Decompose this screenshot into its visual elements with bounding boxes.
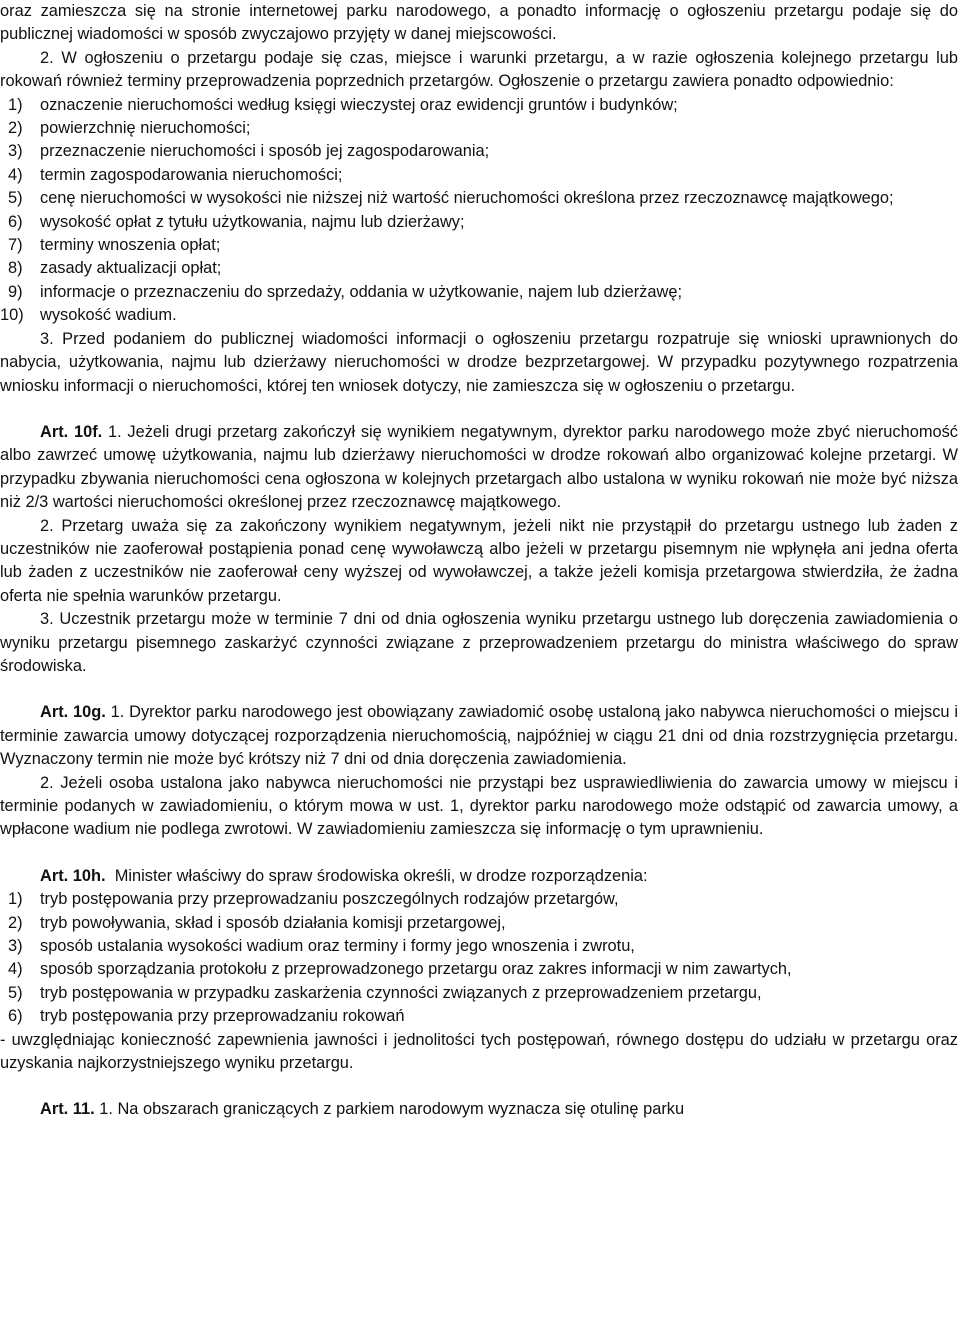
article-10f-para-3: 3. Uczestnik przetargu może w terminie 7 dni od dnia ogłoszenia wyniku przetargu ustnego lub doręczenia zawiadomienia o wyniku przetargu pisemnego zaskarżyć czynności związane z przeprowadzeniem przetargu do ministra właściwego do spraw środowiska. <box>0 610 958 675</box>
list-item: 2) powierzchnię nieruchomości; <box>8 119 251 138</box>
article-label: Art. 10g. <box>40 703 106 722</box>
list-item: 2) tryb powoływania, skład i sposób działania komisji przetargowej, <box>8 913 506 932</box>
article-10h-intro: Art. 10h. Minister właściwy do spraw środowiska określi, w drodze rozporządzenia: <box>40 866 648 885</box>
list-item: 5) cenę nieruchomości w wysokości nie niższej niż wartość nieruchomości określona przez rzeczoznawcę majątkowego; <box>8 189 894 208</box>
announcement-contents-list <box>0 94 958 328</box>
list-item: 7) terminy wnoszenia opłat; <box>8 236 221 255</box>
list-item: 1) tryb postępowania przy przeprowadzaniu poszczególnych rodzajów przetargów, <box>8 890 619 909</box>
list-item: 4) sposób sporządzania protokołu z przeprowadzonego przetargu oraz zakres informacji w nim zawartych, <box>8 960 792 979</box>
list-item: 3) przeznaczenie nieruchomości i sposób jej zagospodarowania; <box>8 142 490 161</box>
list-item: 4) termin zagospodarowania nieruchomości; <box>8 165 343 184</box>
list-item: 9) informacje o przeznaczeniu do sprzedaży, oddania w użytkowanie, najem lub dzierżawę; <box>8 282 683 301</box>
article-label: Art. 11. <box>40 1100 95 1119</box>
article-label: Art. 10f. <box>40 422 103 441</box>
list-item: 1) oznaczenie nieruchomości według księgi wieczystej oraz ewidencji gruntów i budynków; <box>8 95 678 114</box>
article-10g-para-2: 2. Jeżeli osoba ustalona jako nabywca nieruchomości nie przystąpi bez usprawiedliwienia do zawarcia umowy w miejscu i terminie podanych w zawiadomieniu, o którym mowa w ust. 1, dyrektor parku narodowego może odstąpić od zawarcia umowy, a wpłacone wadium nie podlega zwrotowi. W zawiadomieniu zamieszcza się informację o tym uprawnieniu. <box>0 773 958 839</box>
paragraph-2: 2. W ogłoszeniu o przetargu podaje się czas, miejsce i warunki przetargu, a w razie ogłoszenia kolejnego przetargu lub rokowań również terminy przeprowadzenia poprzednich przetargów. Ogłoszenie o przetargu zawiera ponadto odpowiednio: <box>0 48 958 91</box>
regulation-scope-list <box>0 888 958 1028</box>
article-10f-para-2: 2. Przetarg uważa się za zakończony wynikiem negatywnym, jeżeli nikt nie przystąpił do przetargu ustnego lub żaden z uczestników nie zaoferował postąpienia ponad cenę wywoławczą albo jeżeli w przetargu pisemnym nie wpłynęła ani jedna oferta lub żaden z uczestników nie zaoferował ceny wyższej od wywoławczej, a także jeżeli komisja przetargowa stwierdziła, że żadna oferta nie spełnia warunków przetargu. <box>0 516 958 605</box>
article-10h-closing: - uwzględniając konieczność zapewnienia jawności i jednolitości tych postępowań, równego dostępu do udziału w przetargu oraz uzyskania najkorzystniejszego wyniku przetargu. <box>0 1030 958 1073</box>
list-item: 10) wysokość wadium. <box>0 306 177 325</box>
article-10f-para-1: Art. 10f. 1. Jeżeli drugi przetarg zakończył się wynikiem negatywnym, dyrektor parku narodowego może zbyć nieruchomość albo zawrzeć umowę użytkowania, najmu lub dzierżawy nieruchomości w drodze rokowań albo organizować kolejne przetargi. W przypadku zbywania nieruchomości cena ogłoszona w kolejnych przetargach albo ustalona w wyniku rokowań nie może być niższa niż 2/3 wartości nieruchomości określonej przez rzeczoznawcę majątkowego. <box>0 422 959 512</box>
list-item: 3) sposób ustalania wysokości wadium oraz terminy i formy jego wnoszenia i zwrotu, <box>8 937 635 956</box>
article-11-para-1: Art. 11. 1. Na obszarach graniczących z parkiem narodowym wyznacza się otulinę parku <box>40 1100 685 1119</box>
article-label: Art. 10h. <box>40 866 106 885</box>
article-10g-para-1: Art. 10g. 1. Dyrektor parku narodowego jest obowiązany zawiadomić osobę ustaloną jako nabywca nieruchomości o miejscu i terminie zawarcia umowy dotyczącej rozporządzenia nieruchomością, najpóźniej w ciągu 21 dni od dnia rozstrzygnięcia przetargu. Wyznaczony termin nie może być krótszy niż 7 dni od dnia doręczenia zawiadomienia. <box>0 703 958 769</box>
paragraph-3: 3. Przed podaniem do publicznej wiadomości informacji o ogłoszeniu przetargu rozpatruje się wnioski uprawnionych do nabycia, użytkowania, najmu lub dzierżawy nieruchomości w drodze bezprzetargowej. W przypadku pozytywnego rozpatrzenia wniosku informacji o nieruchomości, której ten wniosek dotyczy, nie zamieszcza się w ogłoszeniu o przetargu. <box>0 329 958 395</box>
list-item: 6) wysokość opłat z tytułu użytkowania, najmu lub dzierżawy; <box>8 212 465 231</box>
list-item: 8) zasady aktualizacji opłat; <box>8 259 222 278</box>
list-item: 6) tryb postępowania przy przeprowadzaniu rokowań <box>8 1007 405 1026</box>
paragraph-continuation: oraz zamieszcza się na stronie internetowej parku narodowego, a ponadto informację o ogłoszeniu przetargu podaje się do publicznej wiadomości w sposób zwyczajowo przyjęty w danej miejscowości. <box>0 2 958 44</box>
list-item: 5) tryb postępowania w przypadku zaskarżenia czynności związanych z przeprowadzeniem przetargu, <box>8 983 762 1002</box>
